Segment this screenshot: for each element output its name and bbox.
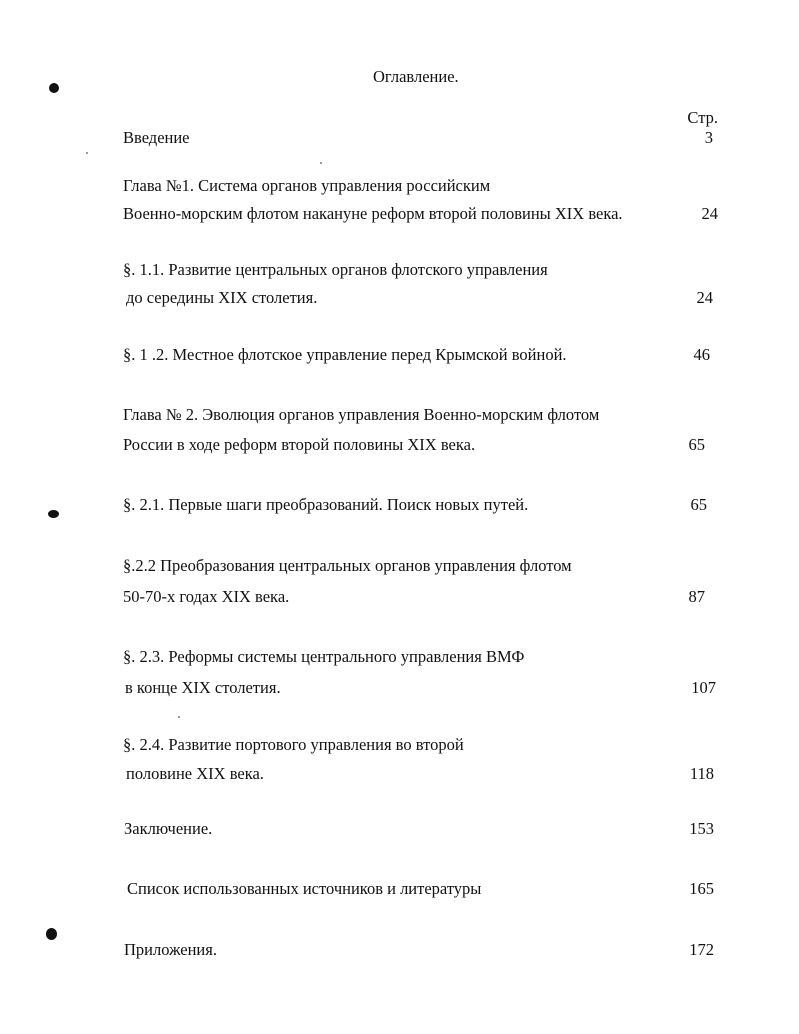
toc-entry-text: половине XIX века. xyxy=(126,764,264,783)
toc-entry-text: Глава №1. Система органов управления российским xyxy=(123,176,491,195)
page-column-label: Стр. xyxy=(687,108,718,127)
ink-blot xyxy=(46,928,57,940)
toc-entry-page: 107 xyxy=(691,678,716,697)
toc-entry-page: 153 xyxy=(689,819,714,838)
toc-entry-text: §. 1.1. Развитие центральных органов флотского управления xyxy=(123,260,548,279)
page-title: Оглавление. xyxy=(373,67,459,86)
toc-entry-text: до середины XIX столетия. xyxy=(126,288,318,307)
toc-entry-page: 165 xyxy=(689,879,714,898)
ink-blot xyxy=(48,510,59,518)
toc-entry-text: 50-70-х годах XIX века. xyxy=(123,587,290,606)
toc-entry-text: §. 2.1. Первые шаги преобразований. Поиск новых путей. xyxy=(123,495,529,514)
scan-speck xyxy=(320,162,322,164)
toc-entry-page: 46 xyxy=(693,345,710,364)
toc-entry-page: 3 xyxy=(704,128,713,147)
toc-entry-text: §. 1 .2. Местное флотское управление перед Крымской войной. xyxy=(123,345,567,364)
toc-entry-page: 87 xyxy=(688,587,705,606)
ink-blot xyxy=(49,83,59,93)
toc-entry-text: в конце XIX столетия. xyxy=(125,678,281,697)
toc-entry-page: 118 xyxy=(689,764,714,783)
toc-entry-text: §. 2.3. Реформы системы центрального управления ВМФ xyxy=(123,647,525,666)
toc-entry-text: Военно-морским флотом накануне реформ второй половины XIX века. xyxy=(123,204,623,223)
toc-entry-text: Приложения. xyxy=(124,940,217,959)
toc-entry-page: 24 xyxy=(701,204,718,223)
toc-entry-text: Список использованных источников и литературы xyxy=(127,879,482,898)
toc-entry-page: 172 xyxy=(689,940,714,959)
toc-entry-page: 65 xyxy=(690,495,707,514)
toc-entry-text: Введение xyxy=(123,128,190,147)
toc-entry-page: 24 xyxy=(696,288,713,307)
toc-entry-text: России в ходе реформ второй половины XIX века. xyxy=(123,435,476,454)
toc-entry-text: Заключение. xyxy=(124,819,213,838)
scan-speck xyxy=(178,716,180,718)
toc-entry-page: 65 xyxy=(688,435,705,454)
toc-entry-text: Глава № 2. Эволюция органов управления Военно-морским флотом xyxy=(123,405,600,424)
scan-speck xyxy=(86,152,88,154)
toc-entry-text: §. 2.4. Развитие портового управления во второй xyxy=(123,735,464,754)
toc-entry-text: §.2.2 Преобразования центральных органов управления флотом xyxy=(123,556,572,575)
